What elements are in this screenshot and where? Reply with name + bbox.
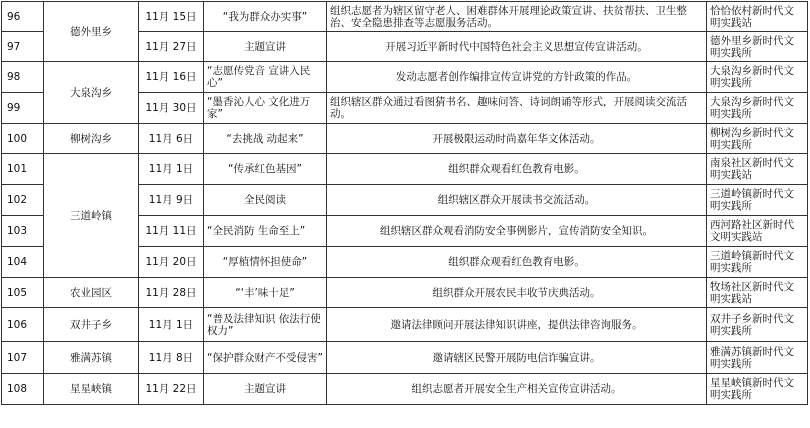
- date-cell: 11月 16日: [139, 62, 204, 93]
- topic-cell: [204, 374, 327, 405]
- topic-text: “墨香沁人心 文化进万家”: [207, 96, 311, 120]
- description-text: 组织群众开展农民丰收节庆典活动。: [432, 286, 601, 299]
- topic-cell: [204, 124, 327, 154]
- description-cell: [327, 247, 707, 278]
- row-number: 105: [2, 278, 44, 308]
- table-row: [2, 308, 808, 342]
- town-cell: 大泉沟乡: [44, 62, 139, 124]
- topic-cell: [204, 216, 327, 247]
- row-number: 98: [2, 62, 44, 93]
- town-cell: 雅满苏镇: [44, 342, 139, 374]
- unit-text: 牧场社区新时代文明实践站: [710, 280, 794, 305]
- unit-text: 南泉社区新时代文明实践站: [710, 157, 794, 181]
- row-number: 108: [2, 374, 44, 405]
- row-number: 99: [2, 93, 44, 124]
- description-text: 组织群众观看红色教育电影。: [448, 256, 585, 268]
- description-cell: [327, 62, 707, 93]
- topic-text: “全民消防 生命至上”: [207, 225, 306, 237]
- description-cell: [327, 278, 707, 308]
- unit-text: 三道岭镇新时代文明实践所: [710, 250, 794, 274]
- table-row: [2, 342, 808, 374]
- description-text: 开展极限运动时尚嘉年华文体活动。: [432, 132, 601, 145]
- town-cell: 三道岭镇: [44, 154, 139, 278]
- row-number: 104: [2, 247, 44, 278]
- description-text: 组织辖区群众观看消防安全事例影片，宣传消防安全知识。: [380, 225, 653, 237]
- unit-text: 德外里乡新时代文明实践所: [710, 34, 794, 59]
- description-cell: [327, 308, 707, 342]
- topic-text: “厚植情怀担使命”: [222, 256, 308, 268]
- unit-text: 大泉沟乡新时代文明实践所: [710, 65, 794, 89]
- description-cell: [327, 342, 707, 374]
- description-text: 组织志愿者开展安全生产相关宣传宣讲活动。: [411, 383, 622, 395]
- topic-cell: [204, 2, 327, 32]
- topic-text: “我为群众办实事”: [222, 10, 308, 23]
- town-cell: 柳树沟乡: [44, 124, 139, 154]
- date-cell: 11月 15日: [139, 2, 204, 32]
- table-row: [2, 2, 808, 32]
- row-number: 102: [2, 185, 44, 216]
- description-text: 邀请辖区民警开展防电信诈骗宣讲。: [432, 351, 601, 364]
- topic-cell: [204, 278, 327, 308]
- description-text: 组织辖区群众通过看图猜书名、趣味问答、诗词朗诵等形式，开展阅读交流活动。: [330, 96, 687, 120]
- unit-text: 星星峡镇新时代文明实践所: [710, 377, 794, 401]
- row-number: 101: [2, 154, 44, 185]
- date-cell: 11月 28日: [139, 278, 204, 308]
- table-row: [2, 278, 808, 308]
- description-cell: [327, 216, 707, 247]
- topic-text: “普及法律知识 依法行使权力”: [207, 312, 321, 337]
- date-cell: 11月 6日: [139, 124, 204, 154]
- unit-cell: [707, 278, 808, 308]
- table-row: [2, 374, 808, 405]
- description-text: 发动志愿者创作编排宣传宣讲党的方针政策的作品。: [395, 71, 638, 83]
- topic-text: 主题宣讲: [244, 40, 286, 53]
- topic-text: “传承红色基因”: [228, 163, 302, 175]
- description-cell: [327, 32, 707, 62]
- town-cell: 德外里乡: [44, 2, 139, 62]
- unit-text: 三道岭镇新时代文明实践所: [710, 188, 794, 212]
- unit-text: 双井子乡新时代文明实践所: [710, 312, 794, 337]
- unit-text: 西河路社区新时代文明实践站: [710, 219, 794, 243]
- description-cell: [327, 2, 707, 32]
- date-cell: 11月 1日: [139, 308, 204, 342]
- table-row: [2, 62, 808, 93]
- unit-cell: [707, 374, 808, 405]
- date-cell: 11月 27日: [139, 32, 204, 62]
- row-number: 103: [2, 216, 44, 247]
- row-number: 96: [2, 2, 44, 32]
- unit-cell: [707, 216, 808, 247]
- unit-text: 大泉沟乡新时代文明实践所: [710, 96, 794, 120]
- unit-text: 柳树沟乡新时代文明实践所: [710, 126, 794, 151]
- unit-cell: [707, 154, 808, 185]
- unit-cell: [707, 62, 808, 93]
- topic-cell: [204, 247, 327, 278]
- unit-cell: [707, 32, 808, 62]
- description-text: 组织辖区群众开展读书交流活动。: [437, 194, 596, 206]
- topic-cell: [204, 185, 327, 216]
- row-number: 97: [2, 32, 44, 62]
- date-cell: 11月 11日: [139, 216, 204, 247]
- unit-text: 恰恰依村新时代文明实践站: [710, 4, 794, 29]
- topic-text: 主题宣讲: [244, 383, 286, 395]
- description-cell: [327, 93, 707, 124]
- town-cell: 双井子乡: [44, 308, 139, 342]
- topic-text: “保护群众财产不受侵害”: [207, 351, 323, 364]
- date-cell: 11月 20日: [139, 247, 204, 278]
- description-text: 组织群众观看红色教育电影。: [448, 163, 585, 175]
- description-text: 组织志愿者为辖区留守老人、困难群体开展理论政策宣讲、扶贫帮扶、卫生整治、安全隐患排查等志愿服务活动。: [330, 4, 687, 29]
- topic-cell: [204, 308, 327, 342]
- unit-cell: [707, 342, 808, 374]
- topic-text: “志愿传党音 宣讲入民心”: [207, 65, 311, 89]
- topic-cell: [204, 342, 327, 374]
- unit-cell: [707, 185, 808, 216]
- unit-cell: [707, 2, 808, 32]
- description-text: 开展习近平新时代中国特色社会主义思想宣传宣讲活动。: [385, 40, 648, 53]
- unit-cell: [707, 93, 808, 124]
- unit-cell: [707, 247, 808, 278]
- unit-cell: [707, 124, 808, 154]
- table-row: [2, 124, 808, 154]
- topic-cell: [204, 154, 327, 185]
- unit-cell: [707, 308, 808, 342]
- unit-text: 雅满苏镇新时代文明实践所: [710, 345, 794, 370]
- description-text: 邀请法律顾问开展法律知识讲座，提供法律咨询服务。: [390, 318, 643, 331]
- date-cell: 11月 30日: [139, 93, 204, 124]
- description-cell: [327, 374, 707, 405]
- table-row: [2, 154, 808, 185]
- topic-cell: [204, 32, 327, 62]
- row-number: 107: [2, 342, 44, 374]
- town-cell: 农业园区: [44, 278, 139, 308]
- date-cell: 11月 8日: [139, 342, 204, 374]
- description-cell: [327, 185, 707, 216]
- topic-cell: [204, 62, 327, 93]
- activity-table: [1, 1, 808, 405]
- town-cell: 星星峡镇: [44, 374, 139, 405]
- date-cell: 11月 1日: [139, 154, 204, 185]
- row-number: 106: [2, 308, 44, 342]
- topic-cell: [204, 93, 327, 124]
- description-cell: [327, 154, 707, 185]
- topic-text: “去挑战 动起来”: [226, 132, 304, 145]
- topic-text: 全民阅读: [244, 194, 286, 206]
- date-cell: 11月 22日: [139, 374, 204, 405]
- topic-text: “‘丰’味十足”: [235, 286, 295, 299]
- description-cell: [327, 124, 707, 154]
- date-cell: 11月 9日: [139, 185, 204, 216]
- row-number: 100: [2, 124, 44, 154]
